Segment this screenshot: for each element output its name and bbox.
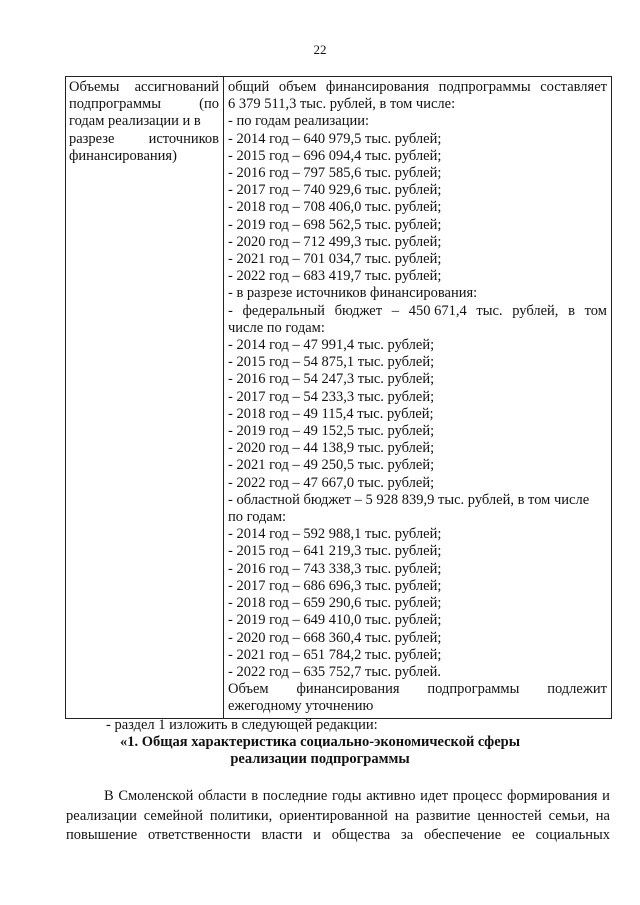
section-heading — [0, 734, 640, 768]
value-word: Объем — [228, 681, 269, 698]
value-word: финансирования — [296, 681, 400, 698]
label-line — [69, 148, 219, 165]
value-line: - в разрезе источников финансирования: — [228, 285, 478, 302]
table-value-cell — [224, 77, 611, 718]
value-word: в — [568, 302, 575, 319]
paragraph-word: активно — [366, 788, 416, 804]
value-word: 450 671,4 — [408, 302, 467, 319]
value-line: - 2022 год – 635 752,7 тыс. рублей. — [228, 663, 441, 680]
value-line: - по годам реализации: — [228, 113, 370, 130]
value-line: - 2016 год – 797 585,6 тыс. рублей; — [228, 165, 442, 182]
value-line: числе по годам: — [228, 319, 325, 336]
value-line: - 2015 год – 641 219,3 тыс. рублей; — [228, 543, 442, 560]
paragraph-word: общества — [331, 827, 391, 843]
label-word: (по — [199, 96, 219, 113]
value-line: - 2020 год – 712 499,3 тыс. рублей; — [228, 233, 442, 250]
funding-table — [65, 76, 612, 719]
paragraph-word: последние — [262, 788, 328, 804]
value-line: - 2021 год – 701 034,7 тыс. рублей; — [228, 251, 442, 268]
value-line: - 2019 год – 49 152,5 тыс. рублей; — [228, 423, 435, 440]
instruction-text: - раздел 1 изложить в следующей редакции: — [106, 717, 378, 733]
value-line: - 2017 год – 686 696,3 тыс. рублей; — [228, 577, 442, 594]
value-line: - 2016 год – 743 338,3 тыс. рублей; — [228, 560, 442, 577]
paragraph-word: политики, — [209, 807, 273, 824]
label-word: финансирования) — [69, 147, 177, 164]
value-line: - 2020 год – 44 138,9 тыс. рублей; — [228, 440, 435, 457]
paragraph-word: власти — [261, 827, 303, 843]
paragraph-line — [66, 826, 610, 846]
label-line — [69, 113, 219, 130]
paragraph-word: повышение — [66, 827, 138, 843]
value-word: подпрограммы — [438, 79, 531, 95]
paragraph-word: ценностей — [477, 807, 542, 824]
value-line: - 2021 год – 651 784,2 тыс. рублей; — [228, 646, 442, 663]
paragraph-word: в — [251, 788, 259, 804]
paragraph-line — [66, 787, 610, 807]
paragraph-word: и — [313, 827, 321, 843]
value-word: том — [584, 302, 607, 319]
value-line: - 2014 год – 47 991,4 тыс. рублей; — [228, 337, 435, 354]
value-line: 6 379 511,3 тыс. рублей, в том числе: — [228, 96, 456, 113]
value-line: - 2016 год – 54 247,3 тыс. рублей; — [228, 371, 435, 388]
value-line: - областной бюджет – 5 928 839,9 тыс. рублей, в том числе — [228, 491, 590, 508]
value-word: рублей, — [512, 302, 559, 319]
value-word: общий — [228, 79, 270, 95]
paragraph-word: В — [104, 788, 114, 804]
value-word: подпрограммы — [427, 681, 520, 698]
paragraph-word: семьи, — [548, 807, 589, 824]
value-line — [228, 681, 607, 698]
value-line: - 2021 год – 49 250,5 тыс. рублей; — [228, 457, 435, 474]
label-word: источников — [148, 130, 219, 147]
label-word: Объемы — [69, 79, 120, 95]
value-line: - 2014 год – 640 979,5 тыс. рублей; — [228, 130, 442, 147]
value-word: федеральный — [242, 302, 325, 319]
value-word: финансирования — [325, 79, 430, 95]
paragraph-word: за — [400, 827, 414, 843]
label-line — [69, 79, 219, 96]
label-line — [69, 96, 219, 113]
label-word: ассигнований — [134, 79, 219, 95]
value-word: бюджет — [334, 302, 383, 319]
heading-line: «1. Общая характеристика социально-экономической сферы — [119, 734, 521, 750]
paragraph-word: реализации — [66, 807, 137, 824]
paragraph-word: семейной — [143, 807, 203, 824]
paragraph-word: на — [595, 807, 610, 824]
table-label-cell — [66, 77, 224, 718]
paragraph-word: развитие — [415, 807, 471, 824]
paragraph-line — [66, 807, 610, 827]
value-line: - 2018 год – 49 115,4 тыс. рублей; — [228, 405, 434, 422]
value-line: - 2015 год – 54 875,1 тыс. рублей; — [228, 354, 435, 371]
page-number: 22 — [313, 42, 327, 57]
heading-line: реализации подпрограммы — [230, 751, 410, 767]
value-word: - — [228, 302, 233, 319]
value-line: - 2017 год – 54 233,3 тыс. рублей; — [228, 388, 435, 405]
body-paragraph — [66, 787, 610, 846]
value-line: - 2014 год – 592 988,1 тыс. рублей; — [228, 526, 442, 543]
paragraph-word: обеспечение — [423, 827, 502, 843]
paragraph-word: процесс — [452, 788, 503, 804]
value-word: составляет — [540, 79, 607, 95]
value-line: - 2018 год – 659 290,6 тыс. рублей; — [228, 595, 442, 612]
paragraph-word: идет — [420, 788, 449, 804]
paragraph-word: ответственности — [147, 827, 251, 843]
value-word: – — [391, 302, 399, 319]
value-line: - 2020 год – 668 360,4 тыс. рублей; — [228, 629, 442, 646]
value-line: - 2022 год – 47 667,0 тыс. рублей; — [228, 474, 435, 491]
label-word: подпрограммы — [69, 96, 161, 113]
value-line: - 2022 год – 683 419,7 тыс. рублей; — [228, 268, 442, 285]
value-line: - 2015 год – 696 094,4 тыс. рублей; — [228, 147, 442, 164]
paragraph-word: ее — [511, 827, 525, 843]
value-word: тыс. — [476, 302, 503, 319]
value-line — [228, 303, 607, 320]
value-line: - 2019 год – 649 410,0 тыс. рублей; — [228, 612, 442, 629]
paragraph-word: и — [602, 788, 610, 804]
paragraph-word: ориентированной — [279, 807, 388, 824]
paragraph-word: социальных — [535, 827, 610, 843]
label-word: разрезе — [69, 130, 115, 147]
value-line: ежегодному уточнению — [228, 698, 374, 715]
paragraph-word: Смоленской — [118, 788, 194, 804]
value-line: - 2019 год – 698 562,5 тыс. рублей; — [228, 216, 442, 233]
value-line: - 2017 год – 740 929,6 тыс. рублей; — [228, 182, 442, 199]
value-line: по годам: — [228, 509, 287, 526]
label-word: годам реализации и в — [69, 113, 201, 130]
value-line — [228, 79, 607, 96]
paragraph-word: годы — [332, 788, 362, 804]
value-line: - 2018 год – 708 406,0 тыс. рублей; — [228, 199, 442, 216]
paragraph-word: формирования — [507, 788, 598, 804]
value-word: объем — [278, 79, 317, 95]
value-word: подлежит — [547, 681, 607, 698]
paragraph-word: на — [394, 807, 409, 824]
label-line — [69, 131, 219, 148]
paragraph-word: области — [198, 788, 247, 804]
